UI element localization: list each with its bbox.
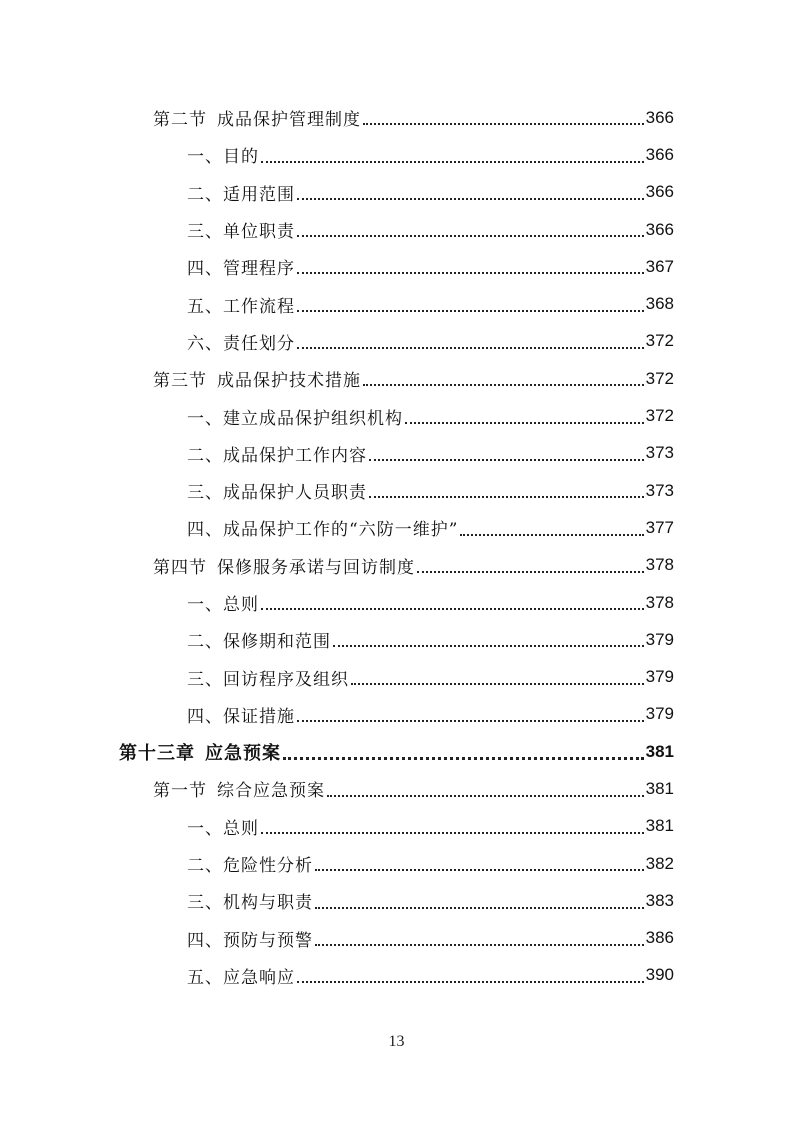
page-number: 13 — [388, 1033, 405, 1050]
toc-entry-page: 372 — [645, 368, 674, 388]
toc-entry-prefix: 一、 — [187, 408, 223, 429]
toc-entry-page: 382 — [645, 853, 674, 873]
toc-entry-title — [187, 404, 403, 429]
dot-leader — [297, 980, 644, 983]
toc-entry-title — [187, 814, 259, 839]
toc-entry-title — [187, 590, 259, 615]
dot-leader — [460, 533, 643, 536]
toc-entry-page: 378 — [645, 555, 674, 575]
toc-entry-text: 成品保护工作的“六防一维护” — [223, 520, 459, 541]
toc-entry-title — [187, 254, 295, 279]
dot-leader — [405, 421, 644, 424]
toc-entry-prefix: 四、 — [187, 930, 223, 951]
toc-entry-text: 预防与预警 — [223, 930, 313, 951]
toc-entry-page: 366 — [645, 182, 674, 202]
toc-entry-prefix: 五、 — [187, 967, 223, 988]
dot-leader — [333, 644, 644, 647]
toc-entry-title — [187, 329, 295, 354]
toc-entry[interactable] — [0, 174, 793, 211]
toc-entry-prefix: 第三节 — [153, 371, 207, 392]
toc-entry-prefix: 六、 — [187, 333, 223, 354]
toc-entry-page: 372 — [645, 406, 674, 426]
toc-entry-prefix: 四、 — [187, 706, 223, 727]
dot-leader — [363, 383, 644, 386]
dot-leader — [283, 756, 644, 760]
toc-entry-text: 保证措施 — [223, 706, 295, 727]
toc-entry[interactable] — [0, 770, 793, 807]
toc-entry[interactable] — [0, 845, 793, 882]
toc-entry[interactable] — [0, 99, 793, 136]
toc-entry-text: 责任划分 — [223, 333, 295, 354]
dot-leader — [315, 868, 644, 871]
dot-leader — [261, 831, 644, 834]
toc-entry-prefix: 二、 — [187, 445, 223, 466]
toc-entry[interactable] — [0, 136, 793, 173]
toc-entry-page: 366 — [645, 107, 674, 127]
toc-entry-page: 390 — [645, 965, 674, 985]
dot-leader — [297, 234, 644, 237]
toc-entry[interactable] — [0, 882, 793, 919]
toc-entry[interactable] — [0, 472, 793, 509]
toc-entry-prefix: 第一节 — [153, 781, 207, 802]
toc-entry-prefix: 四、 — [187, 520, 223, 541]
toc-entry-prefix: 三、 — [187, 222, 223, 243]
dot-leader — [297, 719, 644, 722]
toc-entry-page: 381 — [645, 816, 674, 836]
dot-leader — [297, 346, 644, 349]
dot-leader — [315, 943, 644, 946]
toc-entry-prefix: 第四节 — [153, 557, 207, 578]
toc-entry-text: 建立成品保护组织机构 — [223, 408, 403, 429]
toc-entry-page: 366 — [645, 219, 674, 239]
dot-leader — [297, 197, 644, 200]
toc-entry-title — [187, 627, 331, 652]
toc-entry-text: 适用范围 — [223, 184, 295, 205]
dot-leader — [351, 682, 644, 685]
toc-entry-page: 379 — [645, 629, 674, 649]
toc-entry[interactable] — [0, 285, 793, 322]
toc-entry-prefix: 二、 — [187, 856, 223, 877]
dot-leader — [315, 906, 644, 909]
toc-entry-page: 386 — [645, 928, 674, 948]
toc-chapter-entry[interactable] — [0, 733, 793, 770]
toc-entry[interactable] — [0, 547, 793, 584]
toc-entry-title — [187, 180, 295, 205]
toc-entry-page: 373 — [645, 443, 674, 463]
toc-entry-text: 应急预案 — [205, 742, 281, 764]
toc-entry-text: 总则 — [223, 595, 259, 615]
toc-entry-title — [119, 739, 281, 765]
toc-entry-title — [187, 515, 458, 540]
toc-entry-prefix: 一、 — [187, 147, 223, 168]
toc-entry-text: 工作流程 — [223, 296, 295, 317]
toc-entry-prefix: 三、 — [187, 669, 223, 690]
toc-entry[interactable] — [0, 435, 793, 472]
toc-entry-page: 373 — [645, 480, 674, 500]
toc-entry-title — [187, 478, 367, 503]
toc-entry-prefix: 三、 — [187, 893, 223, 914]
toc-entry-text: 目的 — [223, 147, 259, 168]
toc-entry-page: 379 — [645, 704, 674, 724]
toc-entry-title — [187, 926, 313, 951]
toc-entry-title — [187, 851, 313, 876]
toc-entry[interactable] — [0, 658, 793, 695]
toc-entry[interactable] — [0, 621, 793, 658]
dot-leader — [369, 495, 644, 498]
toc-entry-title — [187, 888, 313, 913]
toc-entry-page: 366 — [645, 144, 674, 164]
toc-entry[interactable] — [0, 808, 793, 845]
toc-entry[interactable] — [0, 323, 793, 360]
toc-entry-text: 单位职责 — [223, 222, 295, 243]
dot-leader — [369, 458, 644, 461]
toc-entry-text: 危险性分析 — [223, 856, 313, 877]
toc-entry-prefix: 五、 — [187, 296, 223, 317]
toc-entry-text: 成品保护工作内容 — [223, 445, 367, 466]
toc-entry[interactable] — [0, 957, 793, 994]
dot-leader — [327, 794, 644, 797]
toc-entry-prefix: 一、 — [187, 595, 223, 615]
toc-entry-title — [187, 217, 295, 242]
toc-entry-title — [153, 553, 415, 578]
toc-entry-title — [187, 142, 259, 167]
dot-leader — [261, 160, 644, 163]
toc-entry[interactable] — [0, 696, 793, 733]
toc-entry-title — [187, 665, 349, 690]
toc-entry-text: 机构与职责 — [223, 893, 313, 914]
toc-entry-text: 保修期和范围 — [223, 632, 331, 653]
toc-entry-title — [187, 963, 295, 988]
toc-entry[interactable] — [0, 360, 793, 397]
dot-leader — [297, 309, 644, 312]
toc-entry-title — [153, 105, 361, 130]
toc-entry-page: 381 — [645, 778, 674, 798]
toc-entry-prefix: 第十三章 — [119, 742, 195, 764]
toc-entry-prefix: 一、 — [187, 818, 223, 839]
table-of-contents — [0, 99, 793, 994]
toc-entry-text: 成品保护管理制度 — [217, 110, 361, 131]
toc-entry-prefix: 四、 — [187, 259, 223, 280]
toc-entry[interactable] — [0, 920, 793, 957]
toc-entry-page: 378 — [645, 592, 674, 612]
toc-entry-page: 377 — [645, 517, 674, 537]
toc-entry-page: 367 — [645, 256, 674, 276]
toc-entry[interactable] — [0, 211, 793, 248]
toc-entry-text: 成品保护技术措施 — [217, 371, 361, 392]
toc-entry-page: 383 — [645, 890, 674, 910]
toc-entry-text: 回访程序及组织 — [223, 669, 349, 690]
toc-entry[interactable] — [0, 248, 793, 285]
toc-entry-title — [153, 366, 361, 391]
toc-entry-text: 综合应急预案 — [217, 781, 325, 802]
toc-entry-text: 保修服务承诺与回访制度 — [217, 557, 415, 578]
toc-entry-prefix: 三、 — [187, 483, 223, 504]
toc-entry-title — [187, 702, 295, 727]
dot-leader — [417, 570, 644, 573]
toc-entry-text: 成品保护人员职责 — [223, 483, 367, 504]
toc-entry-text: 应急响应 — [223, 967, 295, 988]
dot-leader — [297, 271, 644, 274]
toc-entry-page: 379 — [645, 667, 674, 687]
toc-entry-prefix: 二、 — [187, 184, 223, 205]
dot-leader — [261, 607, 644, 610]
toc-entry-page: 368 — [645, 294, 674, 314]
toc-entry-text: 管理程序 — [223, 259, 295, 280]
toc-entry-prefix: 二、 — [187, 632, 223, 653]
toc-entry-title — [187, 292, 295, 317]
toc-entry-title — [153, 776, 325, 801]
toc-entry-page: 381 — [645, 741, 674, 761]
toc-entry-title — [187, 441, 367, 466]
toc-entry-text: 总则 — [223, 818, 259, 839]
toc-entry-prefix: 第二节 — [153, 110, 207, 131]
dot-leader — [363, 122, 644, 125]
toc-entry[interactable] — [0, 509, 793, 546]
toc-entry[interactable] — [0, 584, 793, 621]
toc-entry-page: 372 — [645, 331, 674, 351]
toc-entry[interactable] — [0, 397, 793, 434]
